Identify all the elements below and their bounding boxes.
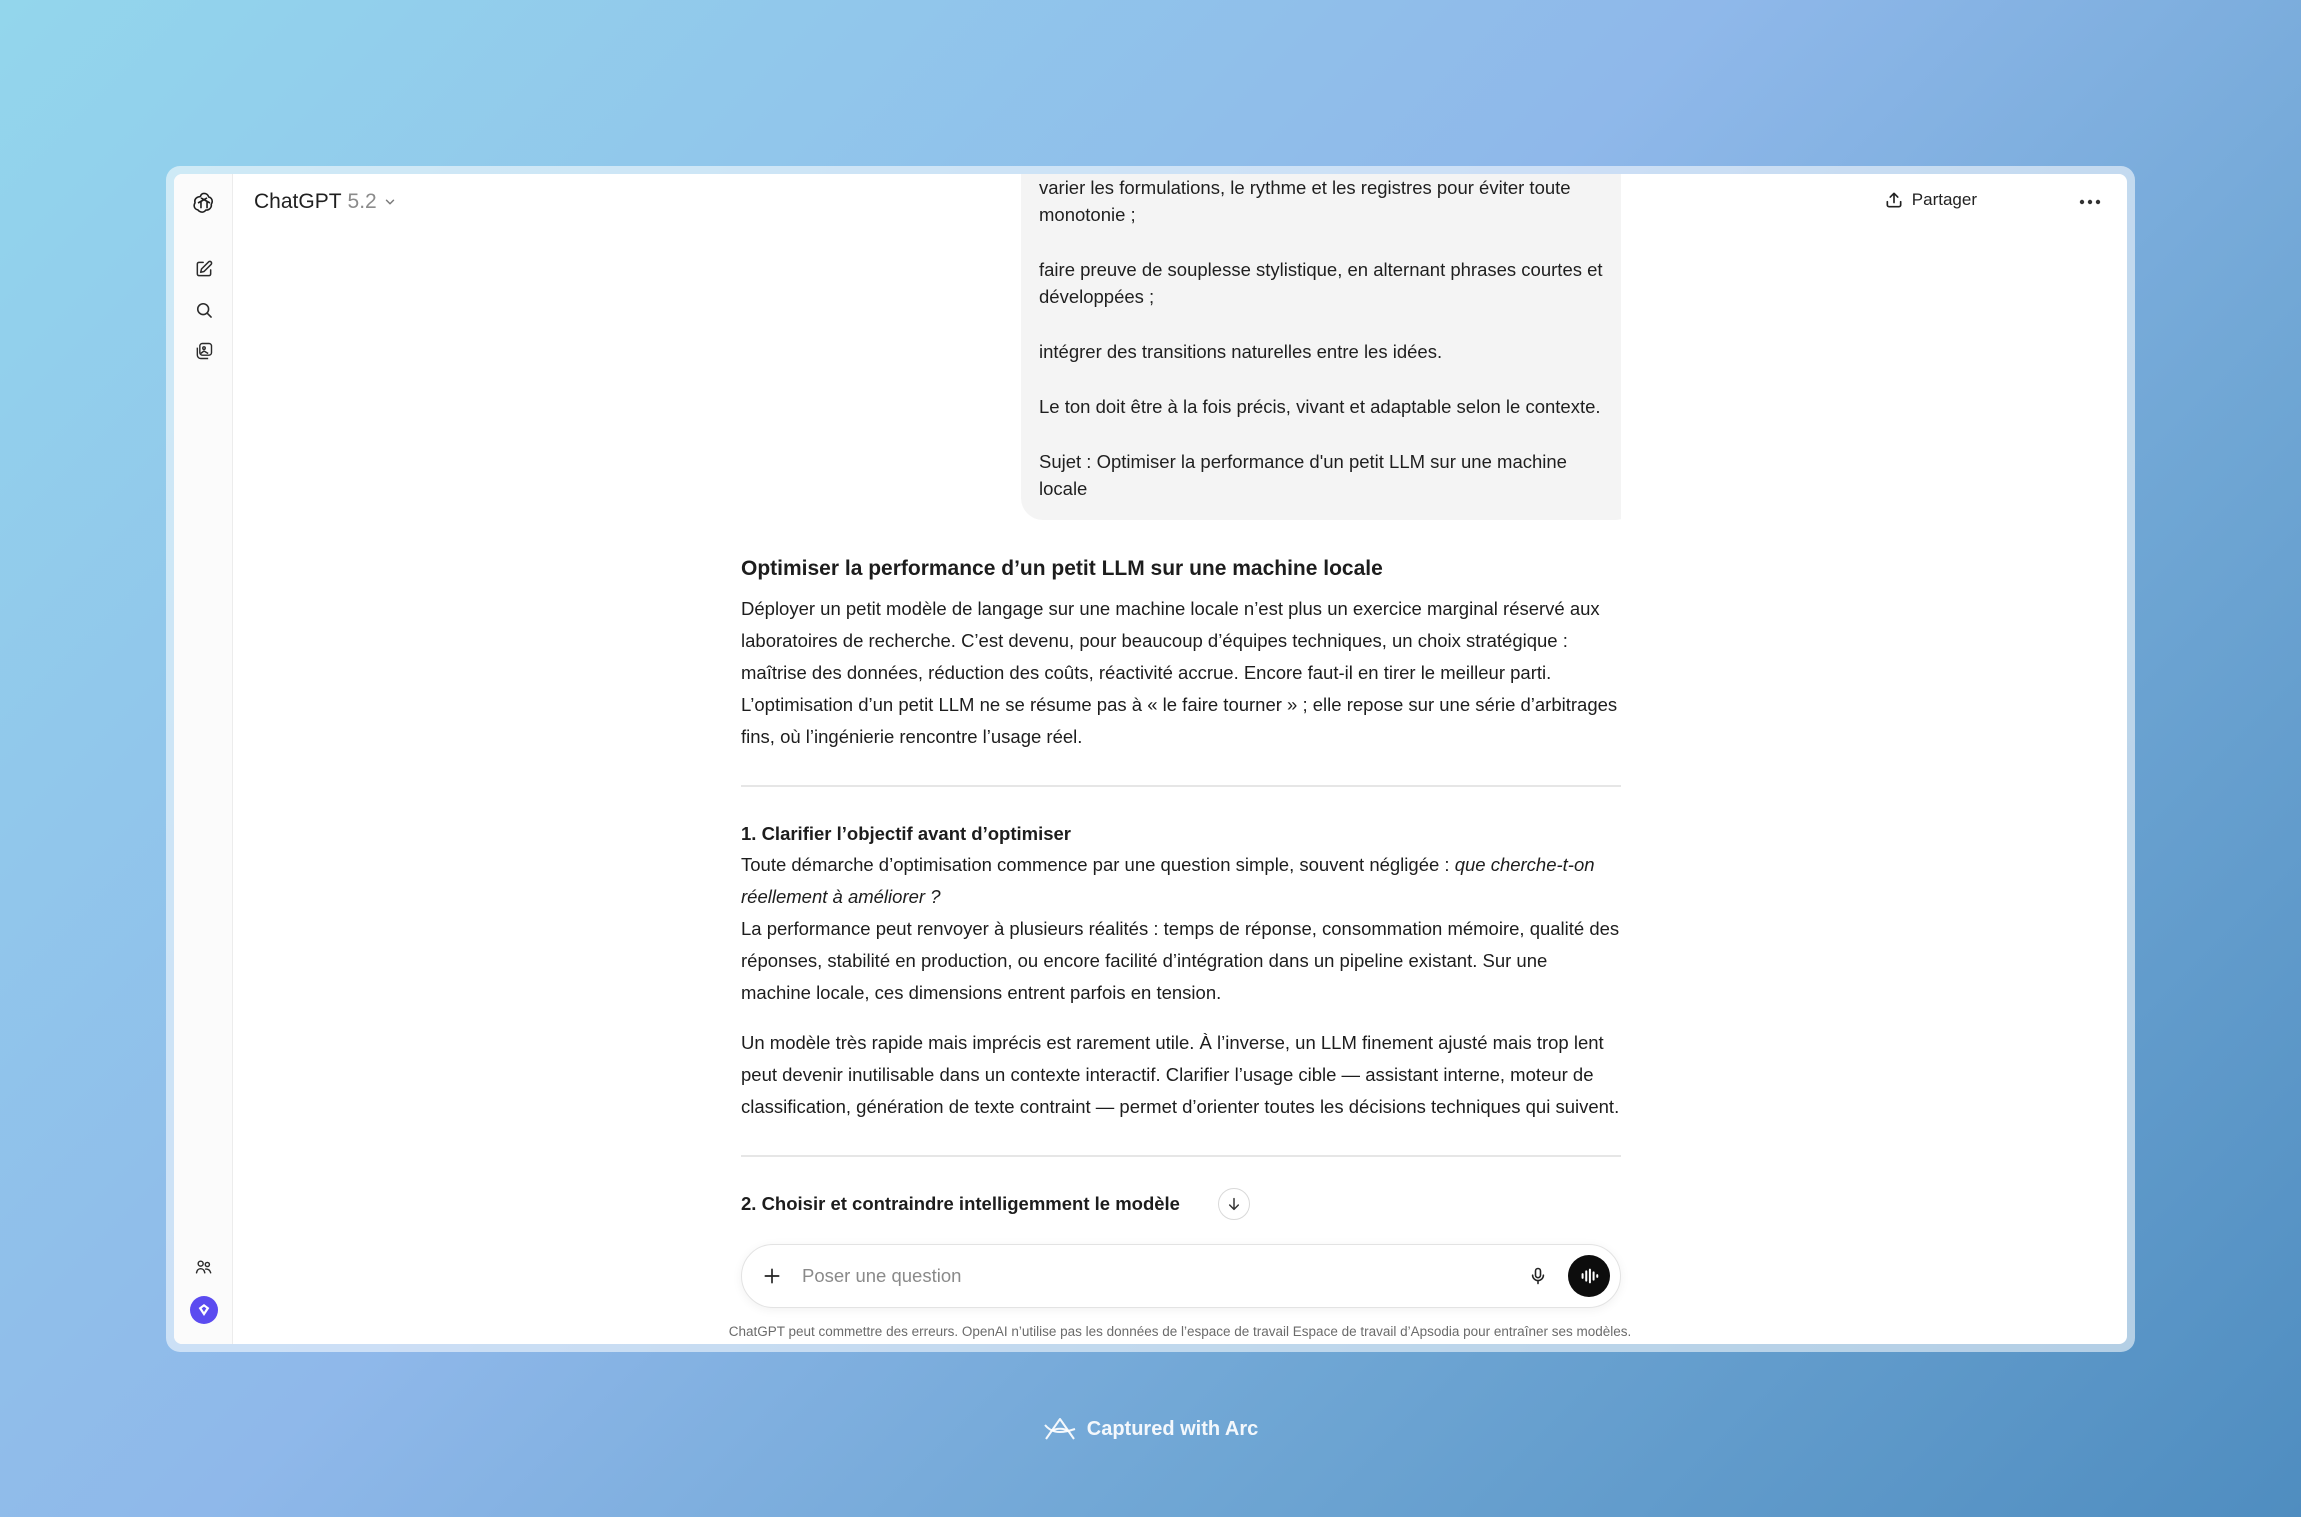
model-selector[interactable] <box>254 190 397 214</box>
share-label: Partager <box>1911 190 1977 209</box>
response-intro: Déployer un petit modèle de langage sur une machine locale n’est plus un exercice marginal réservé aux laboratoires de recherche. C’est devenu, pour beaucoup d’équipes techniques, un choix stratégique : maîtrise des données, réduction des coûts, réactivité accrue. Encore faut-il en tirer le meilleur parti. L’optimisation d’un petit LLM ne se résume pas à « le faire tourner » ; elle repose sur une série d’arbitrages fins, où l’ingénierie rencontre l’usage réel. <box>741 598 1618 747</box>
section-heading: 2. Choisir et contraindre intelligemment le modèle <box>741 1193 1180 1214</box>
dictate-button[interactable] <box>1526 1264 1550 1288</box>
workspace-button[interactable] <box>189 1252 219 1282</box>
sidebar-rail <box>174 174 233 1344</box>
message-input[interactable] <box>802 1265 1526 1287</box>
section-divider <box>741 1155 1621 1157</box>
model-version: 5.2 <box>347 190 377 213</box>
user-message-paragraph: Le ton doit être à la fois précis, vivant et adaptable selon le contexte. <box>1039 396 1601 417</box>
avatar-icon <box>196 1302 212 1318</box>
more-options-button[interactable] <box>2075 188 2105 216</box>
scroll-to-bottom-button[interactable] <box>1218 1188 1250 1220</box>
share-icon <box>1884 190 1904 210</box>
mic-icon <box>1528 1266 1548 1286</box>
arrow-down-icon <box>1226 1196 1242 1212</box>
response-title: Optimiser la performance d’un petit LLM sur une machine locale <box>741 557 1383 580</box>
browser-window <box>166 166 2135 1352</box>
voice-mode-button[interactable] <box>1568 1255 1610 1297</box>
chevron-down-icon <box>383 195 397 209</box>
library-button[interactable] <box>189 336 219 366</box>
edit-icon <box>194 259 214 279</box>
voice-wave-icon <box>1578 1265 1600 1287</box>
images-icon <box>194 341 214 361</box>
user-message-paragraph: Sujet : Optimiser la performance d'un petit LLM sur une machine locale <box>1039 451 1567 499</box>
conversation-area[interactable] <box>741 174 1621 1244</box>
user-message-paragraph: intégrer des transitions naturelles entre les idées. <box>1039 341 1443 362</box>
assistant-message <box>741 557 1621 1219</box>
section-paragraph-text: Toute démarche d’optimisation commence par une question simple, souvent négligée : <box>741 854 1455 875</box>
emphasis-text: que cherche-t-on réellement à améliorer ? <box>741 854 1595 907</box>
attach-button[interactable] <box>760 1264 784 1288</box>
new-chat-button[interactable] <box>189 254 219 284</box>
arc-logo-icon <box>1043 1415 1077 1443</box>
ellipsis-icon <box>2079 199 2101 205</box>
search-button[interactable] <box>189 295 219 325</box>
section-paragraph: La performance peut renvoyer à plusieurs réalités : temps de réponse, consommation mémoire, qualité des réponses, stabilité en production, ou encore facilité d’intégration dans un pipeline existant. Sur une machine locale, ces dimensions entrent parfois en tension. <box>741 918 1620 1003</box>
section-divider <box>741 785 1621 787</box>
capture-credit-label: Captured with Arc <box>1086 1417 1259 1440</box>
section-paragraph: Un modèle très rapide mais imprécis est rarement utile. À l’inverse, un LLM finement ajusté mais trop lent peut devenir inutilisable dans un contexte interactif. Clarifier l’usage cible — assistant interne, moteur de classification, génération de texte contraint — permet d’orienter toutes les décisions techniques qui suivent. <box>741 1032 1620 1117</box>
user-message-paragraph: faire preuve de souplesse stylistique, en alternant phrases courtes et développées ; <box>1039 259 1603 307</box>
avatar[interactable] <box>190 1296 218 1324</box>
app-name: ChatGPT <box>254 190 342 213</box>
users-icon <box>194 1257 214 1277</box>
disclaimer-text: ChatGPT peut commettre des erreurs. OpenAI n’utilise pas les données de l’espace de travail Espace de travail d’Apsodia pour entraîner ses modèles. <box>728 1324 1632 1339</box>
user-message-bubble <box>1021 174 1621 520</box>
section-paragraph <box>741 849 1621 913</box>
section-heading: 1. Clarifier l’objectif avant d’optimiser <box>741 823 1072 844</box>
search-icon <box>194 300 214 320</box>
composer <box>741 1244 1621 1308</box>
capture-credit <box>0 1415 2301 1443</box>
share-button[interactable] <box>1884 190 1977 210</box>
openai-logo-icon[interactable] <box>189 188 219 218</box>
user-message-paragraph: varier les formulations, le rythme et les registres pour éviter toute monotonie ; <box>1039 177 1571 225</box>
plus-icon <box>762 1266 782 1286</box>
chatgpt-app <box>174 174 2127 1344</box>
